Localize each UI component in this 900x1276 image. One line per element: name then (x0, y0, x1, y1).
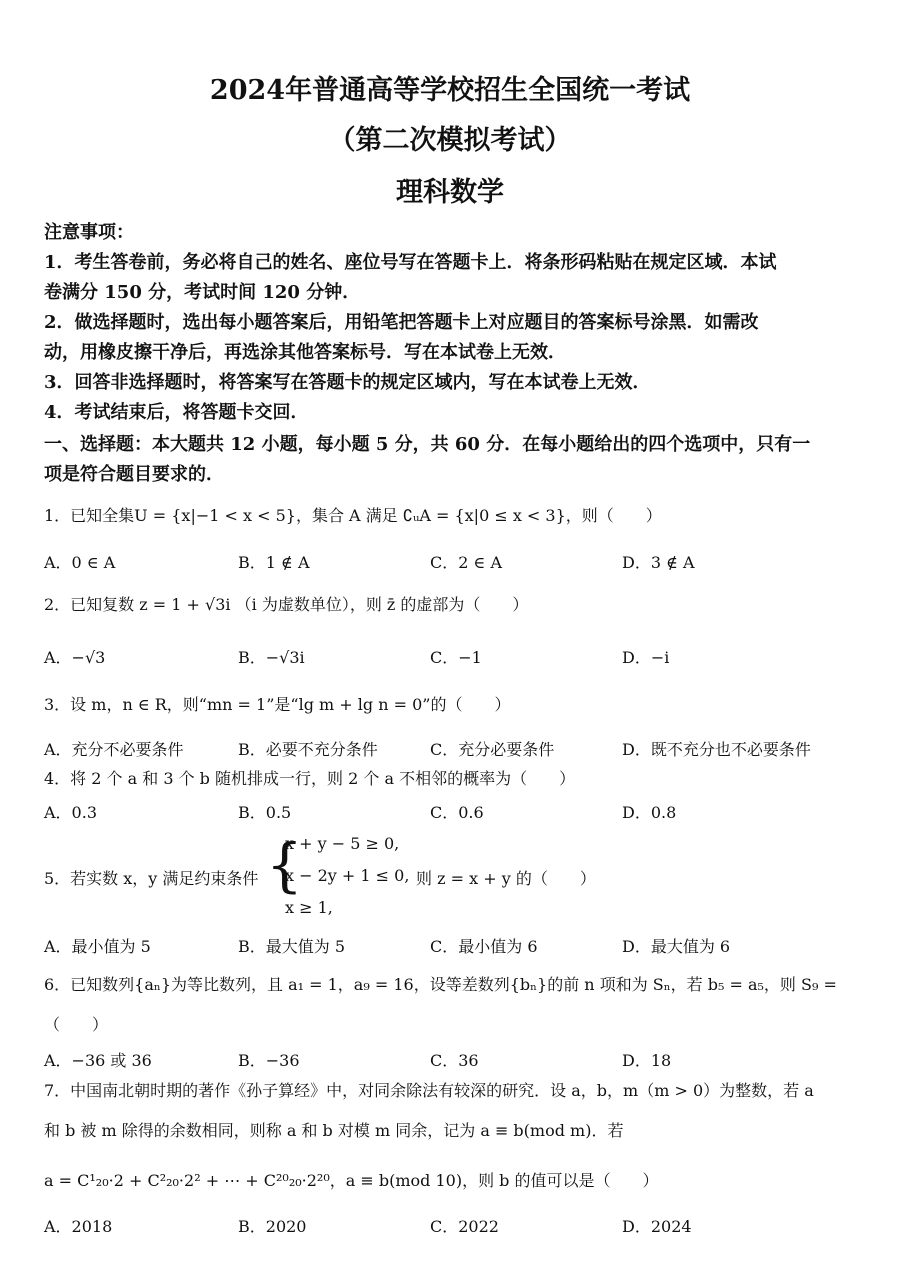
q3-option-d: D．既不充分也不必要条件 (622, 740, 811, 759)
q4-option-c: C．0.6 (430, 803, 484, 822)
q5-constraint-1: x + y − 5 ≥ 0, (285, 834, 400, 853)
question-5-stem-post: 则 z = x + y 的（ ） (416, 869, 596, 888)
q5-constraint-3: x ≥ 1, (285, 898, 333, 917)
section-heading: 一、选择题：本大题共 12 小题，每小题 5 分，共 60 分．在每小题给出的四个选项中，只有一 (44, 434, 811, 455)
question-7-line: 7．中国南北朝时期的著作《孙子算经》中，对同余除法有较深的研究．设 a，b，m（m > 0）为整数，若 a (44, 1081, 814, 1100)
q7-option-c: C．2022 (430, 1217, 499, 1236)
q2-option-d: D．−i (622, 648, 670, 667)
q4-option-a: A．0.3 (44, 803, 98, 822)
notice-line: 1．考生答卷前，务必将自己的姓名、座位号写在答题卡上．将条形码粘贴在规定区域．本试 (44, 252, 777, 273)
q3-option-a: A．充分不必要条件 (44, 740, 184, 759)
notice-line: 动，用橡皮擦干净后，再选涂其他答案标号．写在本试卷上无效． (44, 342, 566, 363)
q1-option-c: C．2 ∈ A (430, 553, 502, 572)
q1-option-a: A．0 ∈ A (44, 553, 116, 572)
question-5-stem-pre: 5．若实数 x，y 满足约束条件 (44, 869, 259, 888)
question-2-stem: 2．已知复数 z = 1 + √3i （i 为虚数单位），则 z̄ 的虚部为（ ） (44, 595, 529, 614)
notice-line: 3．回答非选择题时，将答案写在答题卡的规定区域内，写在本试卷上无效． (44, 372, 651, 393)
question-3-stem: 3．设 m，n ∈ R，则“mn = 1”是“lg m + lg n = 0”的（ ） (44, 695, 511, 714)
notice-line: 2．做选择题时，选出每小题答案后，用铅笔把答题卡上对应题目的答案标号涂黑．如需改 (44, 312, 759, 333)
question-7-line: 和 b 被 m 除得的余数相同，则称 a 和 b 对模 m 同余，记为 a ≡ b(mod m)．若 (44, 1121, 624, 1140)
q5-option-c: C．最小值为 6 (430, 937, 538, 956)
q6-option-a: A．−36 或 36 (44, 1051, 152, 1070)
exam-subtitle: （第二次模拟考试） (328, 125, 572, 156)
question-6-stem: 6．已知数列{aₙ}为等比数列，且 a₁ = 1，a₉ = 16，设等差数列{bₙ}的前 n 项和为 Sₙ，若 b₅ = a₅，则 S₉ = (44, 975, 837, 994)
notice-heading: 注意事项： (44, 222, 134, 243)
question-4-stem: 4．将 2 个 a 和 3 个 b 随机排成一行，则 2 个 a 不相邻的概率为（ ） (44, 769, 576, 788)
q2-option-b: B．−√3i (238, 648, 305, 667)
notice-line: 4．考试结束后，将答题卡交回． (44, 402, 309, 423)
q5-option-a: A．最小值为 5 (44, 937, 151, 956)
q7-option-b: B．2020 (238, 1217, 307, 1236)
q3-option-c: C．充分必要条件 (430, 740, 555, 759)
q5-option-d: D．最大值为 6 (622, 937, 731, 956)
q3-option-b: B．必要不充分条件 (238, 740, 378, 759)
q5-option-b: B．最大值为 5 (238, 937, 346, 956)
q7-option-d: D．2024 (622, 1217, 692, 1236)
left-brace-icon: { (266, 831, 303, 899)
q6-option-c: C．36 (430, 1051, 479, 1070)
q1-option-b: B．1 ∉ A (238, 553, 310, 572)
q4-option-d: D．0.8 (622, 803, 677, 822)
q5-constraint-2: x − 2y + 1 ≤ 0, (285, 866, 410, 885)
notice-line: 卷满分 150 分，考试时间 120 分钟． (44, 282, 361, 303)
question-7-line: a = C¹₂₀·2 + C²₂₀·2² + ⋯ + C²⁰₂₀·2²⁰，a ≡ b(mod 10)，则 b 的值可以是（ ） (44, 1171, 659, 1190)
q6-option-b: B．−36 (238, 1051, 300, 1070)
q2-option-a: A．−√3 (44, 648, 106, 667)
q4-option-b: B．0.5 (238, 803, 292, 822)
q1-option-d: D．3 ∉ A (622, 553, 695, 572)
question-1-stem: 1．已知全集U = {x|−1 < x < 5}，集合 A 满足 ∁ᵤA = {x|0 ≤ x < 3}，则（ ） (44, 506, 662, 525)
q7-option-a: A．2018 (44, 1217, 113, 1236)
question-6-stem-cont: （ ） (44, 1015, 109, 1034)
exam-subject: 理科数学 (396, 177, 504, 208)
exam-title: 2024年普通高等学校招生全国统一考试 (209, 75, 691, 106)
q6-option-d: D．18 (622, 1051, 672, 1070)
section-heading: 项是符合题目要求的． (44, 464, 224, 485)
q2-option-c: C．−1 (430, 648, 482, 667)
